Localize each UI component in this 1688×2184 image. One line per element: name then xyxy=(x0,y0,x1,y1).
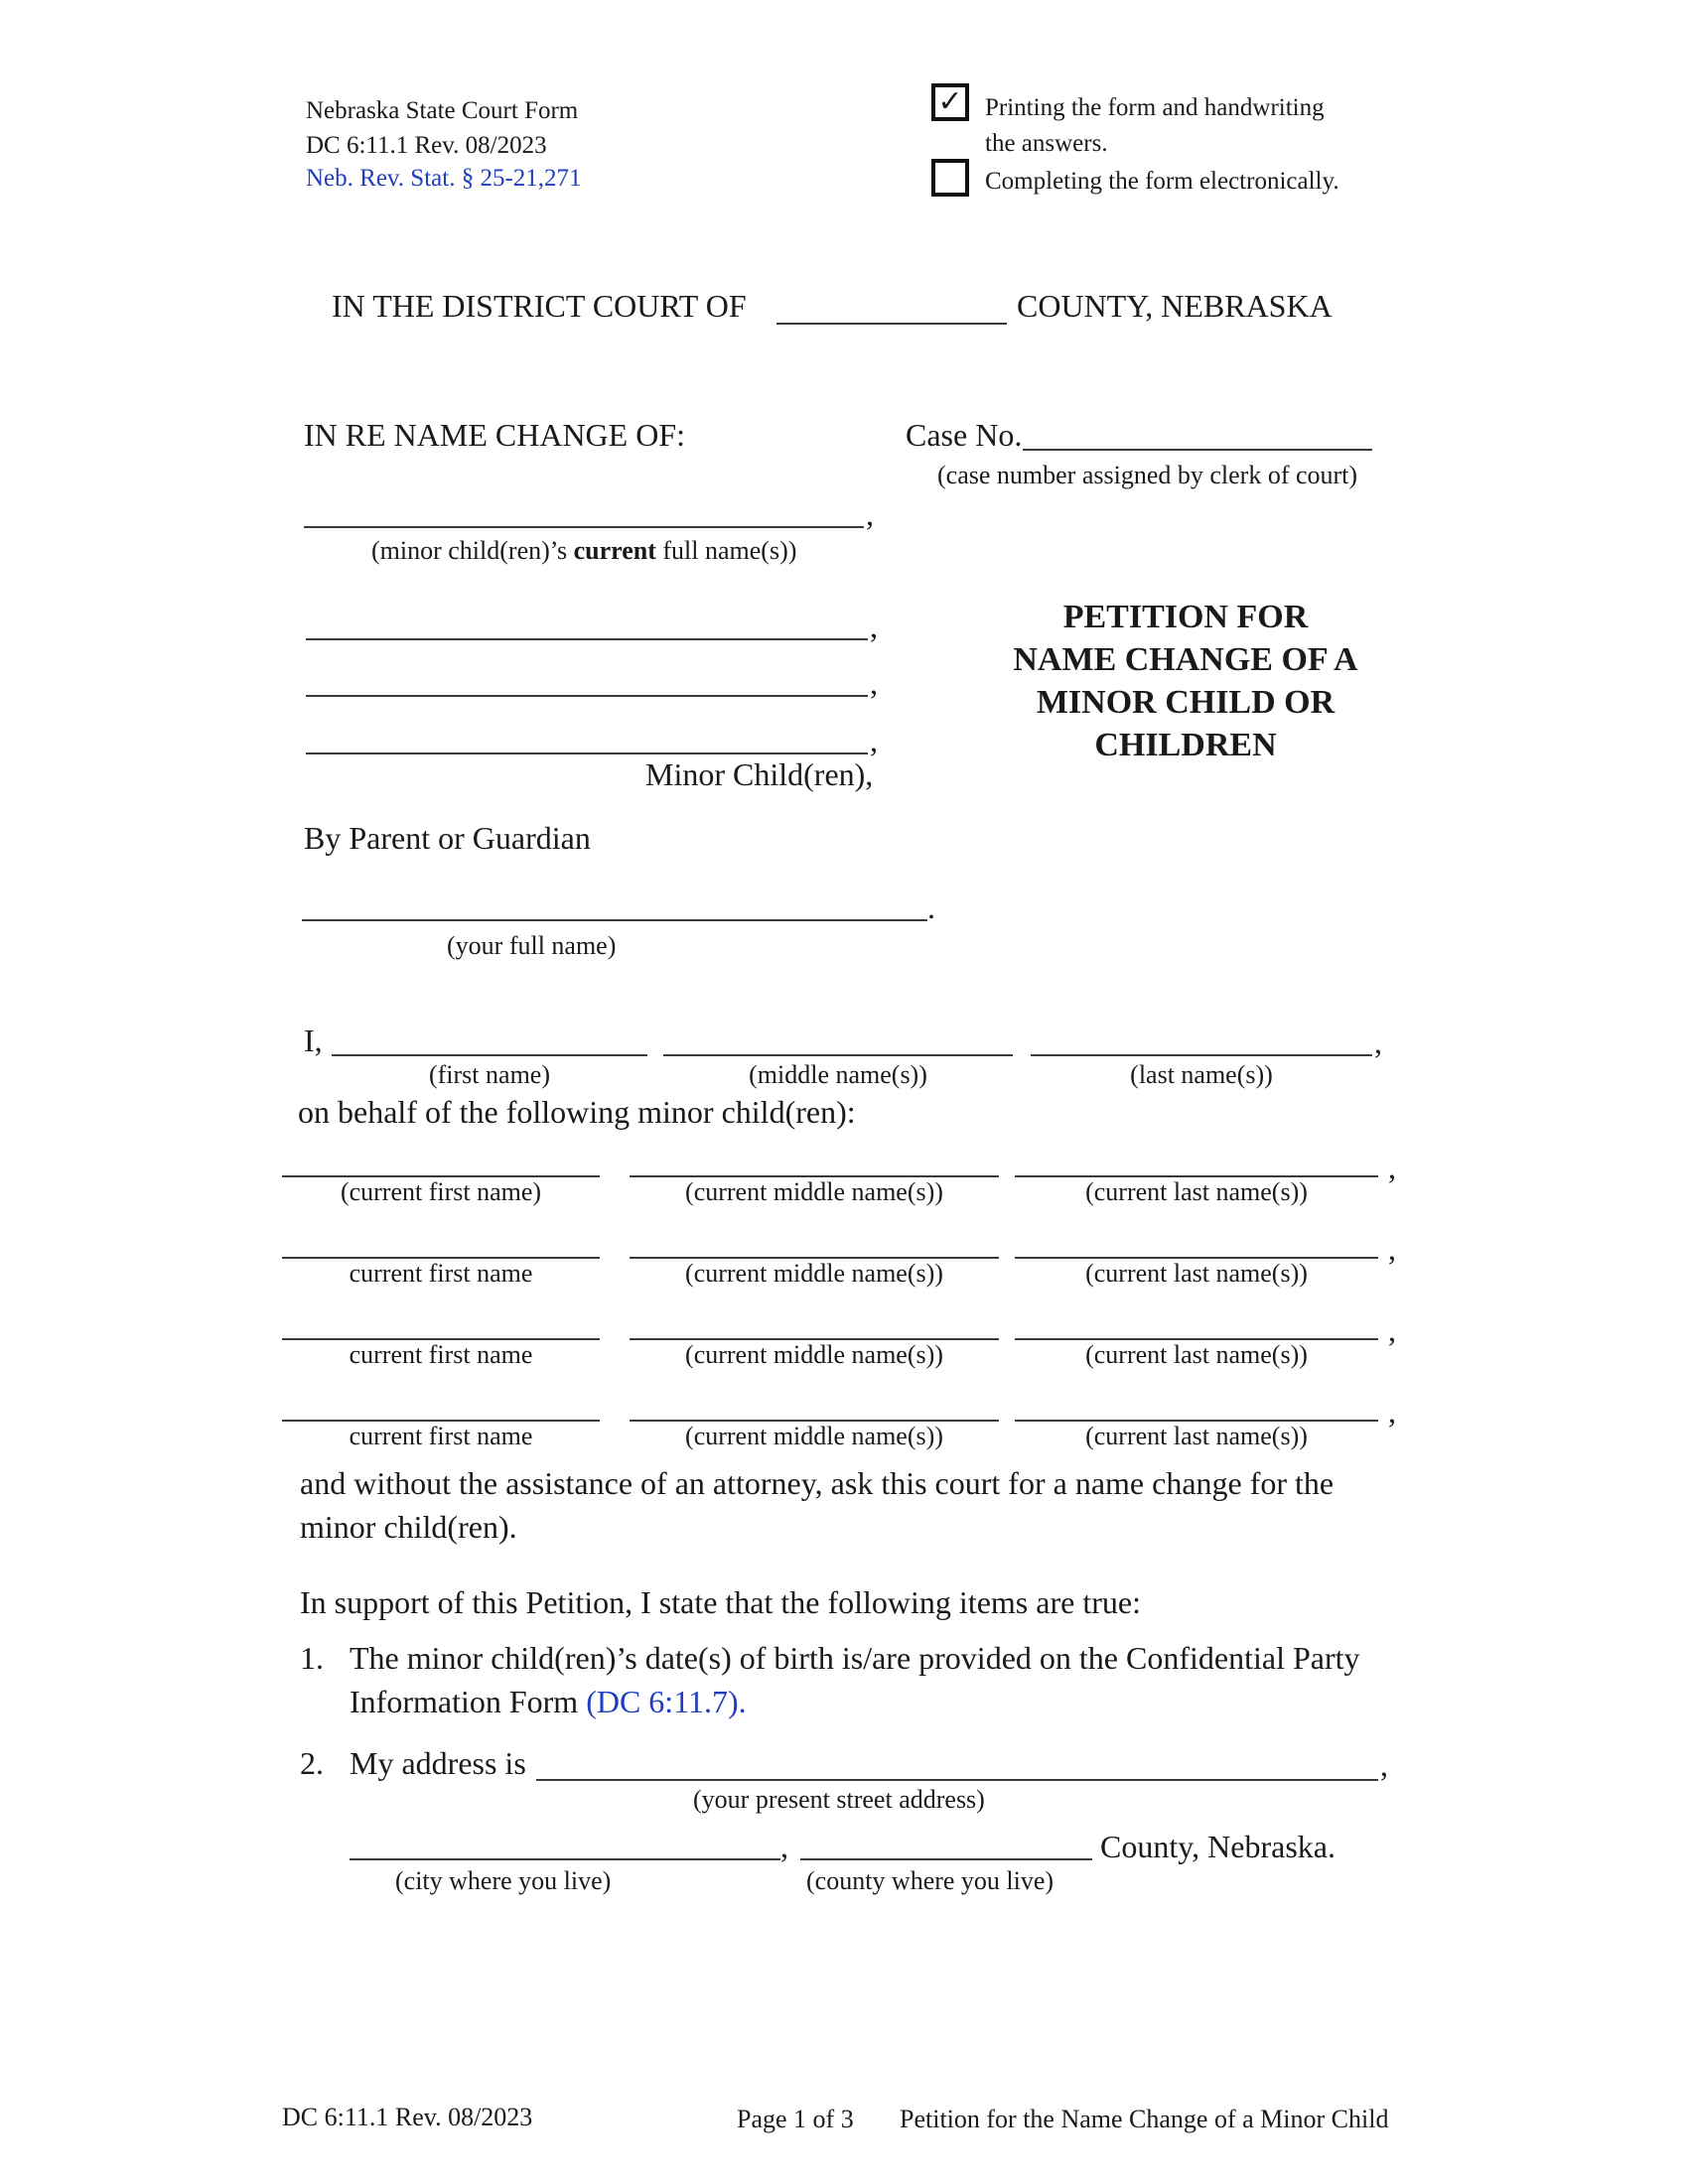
footer-page: Page 1 of 3 xyxy=(737,2105,854,2133)
support-statement: In support of this Petition, I state that the following items are true: xyxy=(300,1584,1141,1620)
item-1-text: Information Form xyxy=(350,1684,587,1719)
child-name-blank-2[interactable] xyxy=(306,638,868,640)
comma: , xyxy=(870,665,878,701)
printing-checkbox-label: Printing the form and handwriting xyxy=(985,94,1325,121)
form-revision: DC 6:11.1 Rev. 08/2023 xyxy=(306,132,547,159)
footer-doc-title: Petition for the Name Change of a Minor Child xyxy=(900,2105,1389,2133)
child-4-first-hint: current first name xyxy=(349,1422,533,1450)
child-1-first-hint: (current first name) xyxy=(340,1177,542,1206)
item-1-line-2 xyxy=(350,1684,747,1720)
minor-children-label: Minor Child(ren), xyxy=(645,756,874,792)
middle-name-hint: (middle name(s)) xyxy=(749,1060,927,1089)
parent-name-blank[interactable] xyxy=(302,919,927,921)
printing-checkbox-label-cont: the answers. xyxy=(985,130,1108,157)
child-name-hint xyxy=(371,536,796,566)
footer-form-id: DC 6:11.1 Rev. 08/2023 xyxy=(282,2103,533,2131)
child-1-middle-hint: (current middle name(s)) xyxy=(685,1177,943,1206)
child-4-last-hint: (current last name(s)) xyxy=(1085,1422,1308,1450)
item-1-end: . xyxy=(738,1684,747,1719)
comma: , xyxy=(780,1829,788,1864)
child-2-last-hint: (current last name(s)) xyxy=(1085,1259,1308,1288)
first-name-blank[interactable] xyxy=(332,1054,647,1056)
hint-text: (minor child(ren)’s xyxy=(371,536,574,565)
hint-text-end: full name(s)) xyxy=(655,536,797,565)
comma: , xyxy=(1374,1024,1382,1060)
county-hint: (county where you live) xyxy=(806,1866,1055,1895)
child-3-first-hint: current first name xyxy=(349,1340,533,1369)
period: . xyxy=(927,889,935,925)
electronic-checkbox[interactable] xyxy=(931,159,969,197)
request-line-1: and without the assistance of an attorney, ask this court for a name change for the xyxy=(300,1465,1335,1501)
street-address-hint: (your present street address) xyxy=(693,1785,985,1814)
case-no-label: Case No. xyxy=(906,417,1023,453)
case-no-blank[interactable] xyxy=(1023,449,1372,451)
city-hint: (city where you live) xyxy=(395,1866,612,1895)
last-name-blank[interactable] xyxy=(1031,1054,1372,1056)
electronic-checkbox-label: Completing the form electronically. xyxy=(985,168,1339,195)
petition-title xyxy=(987,596,1384,766)
comma: , xyxy=(866,496,874,532)
city-blank[interactable] xyxy=(350,1858,780,1860)
item-1-line-1: The minor child(ren)’s date(s) of birth is/are provided on the Confidential Party xyxy=(350,1640,1360,1676)
first-name-hint: (first name) xyxy=(428,1060,550,1089)
county-of-residence-blank[interactable] xyxy=(800,1858,1092,1860)
court-suffix: COUNTY, NEBRASKA xyxy=(1017,288,1333,324)
child-1-last-hint: (current last name(s)) xyxy=(1085,1177,1308,1206)
title-line-2: NAME CHANGE OF A xyxy=(1013,641,1358,678)
by-parent-label: By Parent or Guardian xyxy=(304,820,591,856)
hint-bold: current xyxy=(573,536,656,565)
comma: , xyxy=(1388,1150,1396,1185)
county-blank[interactable] xyxy=(776,323,1007,325)
form-name: Nebraska State Court Form xyxy=(306,97,579,124)
item-2-number: 2. xyxy=(300,1745,324,1781)
item-2-text: My address is xyxy=(350,1745,526,1781)
child-4-middle-hint: (current middle name(s)) xyxy=(685,1422,943,1450)
comma: , xyxy=(1388,1394,1396,1430)
request-line-2: minor child(ren). xyxy=(300,1509,517,1545)
child-name-blank-4[interactable] xyxy=(306,752,868,754)
on-behalf-label: on behalf of the following minor child(ren): xyxy=(298,1094,856,1130)
comma: , xyxy=(1380,1747,1388,1783)
case-no-note: (case number assigned by clerk of court) xyxy=(937,461,1358,489)
comma: , xyxy=(1388,1231,1396,1267)
i-label: I, xyxy=(304,1023,323,1058)
parent-name-hint: (your full name) xyxy=(447,931,617,960)
title-line-3: MINOR CHILD OR xyxy=(1036,684,1336,721)
statute-link[interactable]: Neb. Rev. Stat. § 25-21,271 xyxy=(306,165,582,192)
printing-checkbox[interactable]: ✓ xyxy=(931,83,969,121)
child-name-blank-1[interactable] xyxy=(304,526,864,528)
item-1-number: 1. xyxy=(300,1640,324,1676)
title-line-1: PETITION FOR xyxy=(1062,599,1309,635)
child-2-middle-hint: (current middle name(s)) xyxy=(685,1259,943,1288)
comma: , xyxy=(1388,1312,1396,1348)
title-line-4: CHILDREN xyxy=(1094,727,1277,763)
child-3-last-hint: (current last name(s)) xyxy=(1085,1340,1308,1369)
dc-6-11-7-link[interactable]: (DC 6:11.7) xyxy=(586,1684,739,1719)
comma: , xyxy=(870,723,878,758)
street-address-blank[interactable] xyxy=(536,1779,1378,1781)
child-name-blank-3[interactable] xyxy=(306,695,868,697)
child-3-middle-hint: (current middle name(s)) xyxy=(685,1340,943,1369)
comma: , xyxy=(870,609,878,644)
county-nebraska-label: County, Nebraska. xyxy=(1100,1829,1336,1864)
middle-name-blank[interactable] xyxy=(663,1054,1013,1056)
court-prefix: IN THE DISTRICT COURT OF xyxy=(332,288,747,324)
child-2-first-hint: current first name xyxy=(349,1259,533,1288)
in-re-heading: IN RE NAME CHANGE OF: xyxy=(304,417,685,453)
last-name-hint: (last name(s)) xyxy=(1130,1060,1273,1089)
